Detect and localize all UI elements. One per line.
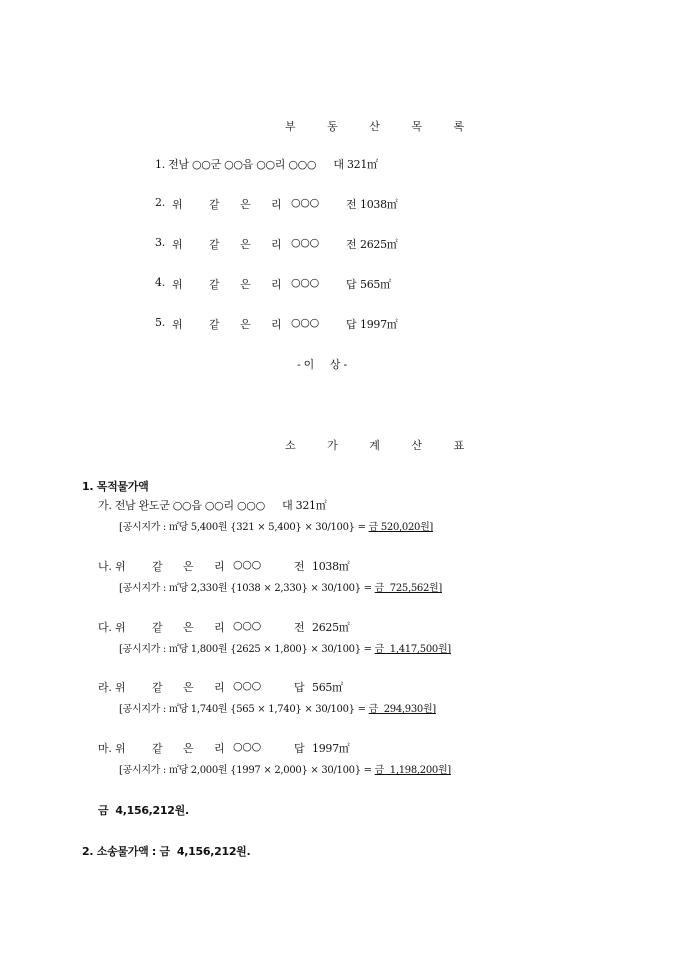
calc-result: 금 1,198,200원] <box>374 765 451 776</box>
list-item-lot: ○○○ <box>291 276 319 289</box>
calc-formula-na <box>119 579 442 594</box>
calc-item-ma <box>98 740 398 756</box>
calc-item-mark: 다. <box>98 621 112 634</box>
calc-formula: [공시지가 : ㎡당 2,000원 {1997 × 2,000} × 30/100} = <box>119 765 375 776</box>
calc-item-area: 2625㎡ <box>312 621 350 634</box>
list-item-ditto-4: 리 <box>271 238 282 251</box>
list-item-ditto-2: 같 <box>209 198 220 211</box>
target-total: 금 4,156,212원. <box>98 804 189 817</box>
calc-item-mark: 가. <box>98 499 112 512</box>
list-item-ditto-1: 위 <box>172 278 183 291</box>
calc-item-area: 321㎡ <box>295 499 327 512</box>
calc-item-lot: ○○○ <box>233 619 261 632</box>
list-item-lot: ○○○ <box>291 196 319 209</box>
calc-formula-ra <box>119 700 436 715</box>
calc-item-area: 1997㎡ <box>312 742 350 755</box>
list-item-number: 1. <box>155 158 165 171</box>
calc-item-da <box>98 619 398 635</box>
calc-item-category: 답 <box>294 742 305 755</box>
list-item-area: 321㎡ <box>346 158 378 171</box>
list-item-ditto-4: 리 <box>271 278 282 291</box>
calc-item-ditto-4: 리 <box>214 621 225 634</box>
list-item-number: 3. <box>155 236 165 249</box>
calc-item-lot: ○○○ <box>233 740 261 753</box>
calc-result: 금 725,562원] <box>374 583 442 594</box>
list-item-lot: ○○○ <box>291 236 319 249</box>
list-item-area: 565㎡ <box>360 278 391 291</box>
list-item-3 <box>155 236 455 252</box>
calc-item-lot: ○○○ <box>233 679 261 692</box>
calc-item-ditto-2: 같 <box>152 560 163 573</box>
calc-item-category: 대 <box>282 499 293 512</box>
list-item-ditto-4: 리 <box>271 198 282 211</box>
list-item-lot: ○○○ <box>291 316 319 329</box>
section-1-heading: 1. 목적물가액 <box>82 480 149 493</box>
list-item-ditto-1: 위 <box>172 318 183 331</box>
calc-item-ditto-2: 같 <box>152 621 163 634</box>
calc-item-lot: ○○○ <box>233 558 261 571</box>
calc-item-location: 전남 완도군 ○○읍 ○○리 ○○○ <box>114 499 265 512</box>
list-item-area: 1038㎡ <box>360 198 398 211</box>
list-item-ditto-3: 은 <box>240 278 251 291</box>
list-item-1 <box>155 156 378 172</box>
calc-table-title: 소 가 계 산 표 <box>285 439 479 452</box>
calc-item-area: 1038㎡ <box>312 560 350 573</box>
list-item-ditto-2: 같 <box>209 278 220 291</box>
calc-item-ditto-4: 리 <box>214 742 225 755</box>
calc-item-na <box>98 558 398 574</box>
calc-formula: [공시지가 : ㎡당 5,400원 {321 × 5,400} × 30/100} = <box>119 522 369 533</box>
list-item-area: 1997㎡ <box>360 318 398 331</box>
calc-item-ditto-3: 은 <box>183 621 194 634</box>
calc-item-ditto-3: 은 <box>183 681 194 694</box>
calc-item-mark: 마. <box>98 742 112 755</box>
list-item-ditto-1: 위 <box>172 238 183 251</box>
calc-formula-ma <box>119 761 451 776</box>
calc-formula-ga <box>119 518 433 533</box>
list-item-category: 대 <box>333 158 344 171</box>
list-item-ditto-2: 같 <box>209 318 220 331</box>
list-item-2 <box>155 196 455 212</box>
list-item-ditto-3: 은 <box>240 198 251 211</box>
list-item-number: 4. <box>155 276 165 289</box>
list-item-area: 2625㎡ <box>360 238 398 251</box>
list-item-4 <box>155 276 455 292</box>
calc-item-ditto-3: 은 <box>183 560 194 573</box>
list-item-category: 전 <box>346 198 357 211</box>
calc-item-ra <box>98 679 398 695</box>
list-item-number: 2. <box>155 196 165 209</box>
calc-item-ditto-1: 위 <box>115 560 126 573</box>
list-end-marker: - 이 상 - <box>297 358 347 371</box>
calc-formula: [공시지가 : ㎡당 2,330원 {1038 × 2,330} × 30/100} = <box>119 583 375 594</box>
calc-item-mark: 나. <box>98 560 112 573</box>
calc-item-ditto-2: 같 <box>152 742 163 755</box>
list-item-5 <box>155 316 455 332</box>
list-item-ditto-3: 은 <box>240 238 251 251</box>
calc-item-ditto-2: 같 <box>152 681 163 694</box>
calc-item-ditto-1: 위 <box>115 681 126 694</box>
calc-item-category: 전 <box>294 621 305 634</box>
calc-item-ditto-4: 리 <box>214 560 225 573</box>
calc-item-mark: 라. <box>98 681 112 694</box>
calc-formula: [공시지가 : ㎡당 1,800원 {2625 × 1,800} × 30/100} = <box>119 644 375 655</box>
calc-item-category: 전 <box>294 560 305 573</box>
calc-result: 금 520,020원] <box>368 522 434 533</box>
list-item-ditto-3: 은 <box>240 318 251 331</box>
calc-result: 금 294,930원] <box>368 704 436 715</box>
calc-item-ditto-3: 은 <box>183 742 194 755</box>
calc-item-ditto-4: 리 <box>214 681 225 694</box>
calc-formula: [공시지가 : ㎡당 1,740원 {565 × 1,740} × 30/100} = <box>119 704 369 715</box>
list-item-ditto-4: 리 <box>271 318 282 331</box>
calc-result: 금 1,417,500원] <box>374 644 451 655</box>
calc-item-area: 565㎡ <box>312 681 343 694</box>
list-item-number: 5. <box>155 316 165 329</box>
calc-formula-da <box>119 640 451 655</box>
list-item-ditto-1: 위 <box>172 198 183 211</box>
real-estate-list-title: 부 동 산 목 록 <box>285 120 479 133</box>
calc-item-ditto-1: 위 <box>115 742 126 755</box>
list-item-ditto-2: 같 <box>209 238 220 251</box>
calc-item-ga <box>98 497 326 513</box>
list-item-category: 답 <box>346 318 357 331</box>
calc-item-category: 답 <box>294 681 305 694</box>
list-item-category: 답 <box>346 278 357 291</box>
list-item-location: 전남 ○○군 ○○읍 ○○리 ○○○ <box>168 158 317 171</box>
list-item-category: 전 <box>346 238 357 251</box>
calc-item-ditto-1: 위 <box>115 621 126 634</box>
section-2-litigation-value: 2. 소송물가액 : 금 4,156,212원. <box>82 845 251 858</box>
